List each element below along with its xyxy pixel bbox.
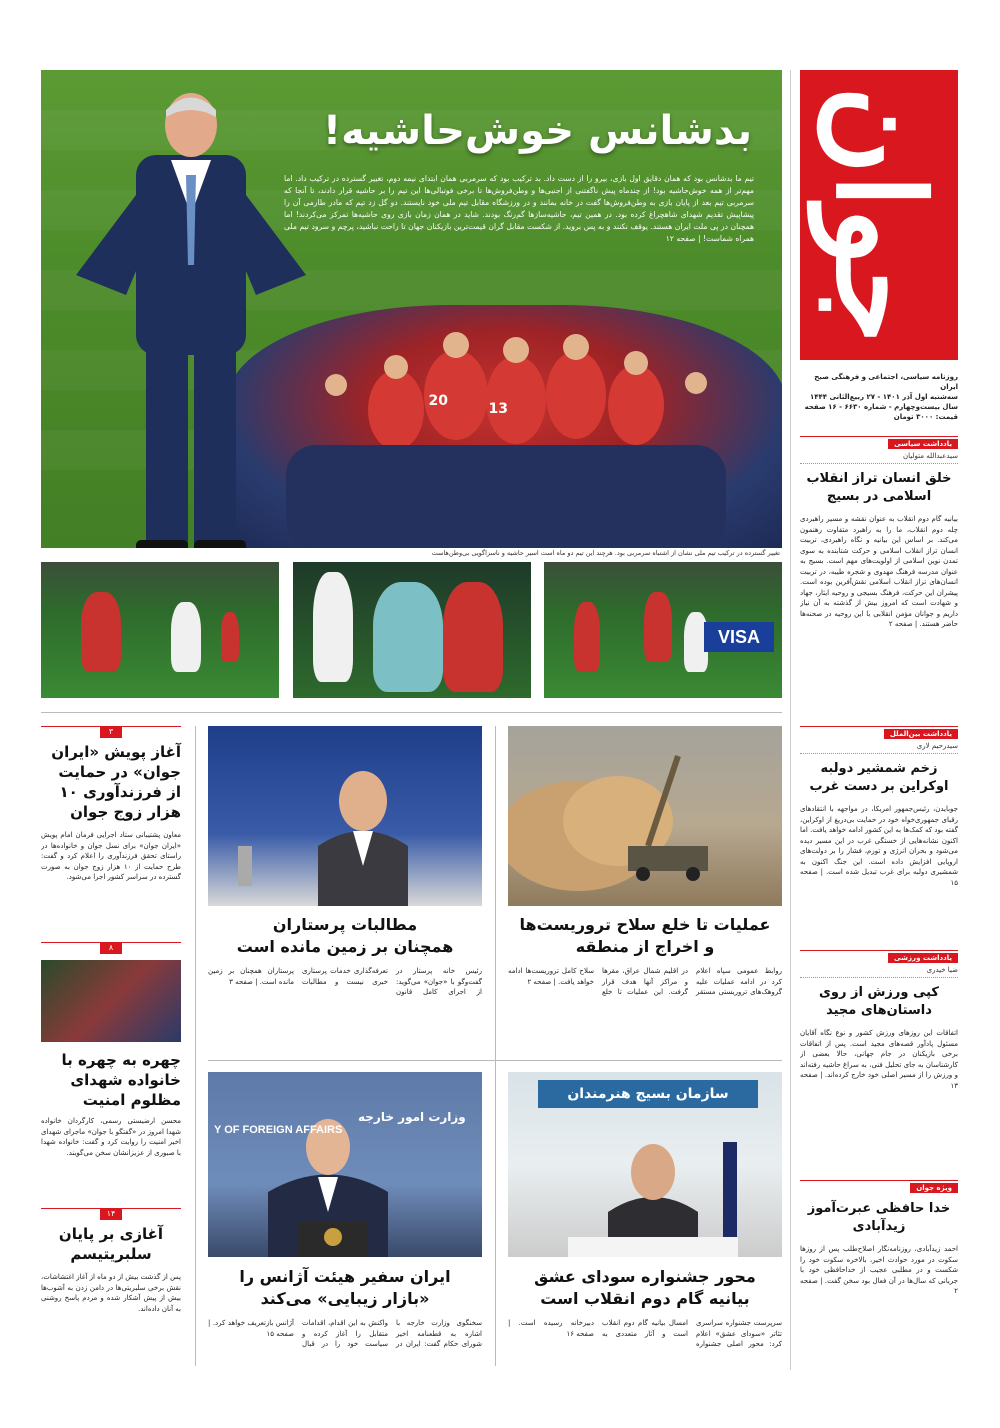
page-badge: ۳ — [100, 726, 122, 738]
note-international — [800, 726, 958, 944]
hero-photo — [41, 70, 782, 548]
note-body: جوبایدن، رئیس‌جمهور امریکا، در مواجهه با انتقادهای رقبای جمهوری‌خواه خود در حمایت بی‌دریغ از اوکراین، گفته بود که کمک‌ها به این کشور ادامه خواهد یافت. اما اکنون نشانه‌هایی از خستگی غرب در این مسیر دیده می‌شود و بحران انرژی و تورم، فشار را بر دولت‌های اروپایی افزایش داده است. این جنگ اکنون به شمشیری دولبه برای غرب تبدیل شده است. | صفحه ۱۵ — [800, 805, 958, 887]
title-line: همچنان بر زمین مانده است — [236, 937, 454, 956]
left-story-1 — [41, 726, 181, 948]
note-body: احمد زیدآبادی، روزنامه‌نگار اصلاح‌طلب پس از روزها سکوت در مورد حوادث اخیر، بالاخره سکوت خود را شکست و در مطلبی عجیب از خداحافظی خود با جریانی که سال‌ها در آن فعال بود سخن گفت. | صفحه ۲ — [800, 1245, 958, 1295]
story-nurses — [208, 914, 482, 1036]
title-line: بیانیه گام دوم انقلاب است — [540, 1289, 750, 1308]
hero-headline: بدشانس خوش‌حاشیه! — [322, 108, 752, 154]
pub-line: روزنامه سیاسی، اجتماعی و فرهنگی صبح ایران — [814, 373, 958, 391]
author: ضیا خیدری — [800, 964, 958, 978]
row-divider — [41, 712, 782, 713]
story-body: سرپرست جشنواره سراسری تئاتر «سودای عشق» اعلام کرد: محور اصلی جشنواره امسال بیانیه گام دوم انقلاب است و آثار متعددی به دبیرخانه رسیده است. | صفحه ۱۶ — [508, 1319, 782, 1348]
martyrs-photo — [41, 960, 181, 1042]
title-line: عملیات تا خلع سلاح تروریست‌ها — [519, 915, 771, 934]
column-divider — [495, 726, 496, 1366]
title-line: مطالبات پرستاران — [272, 915, 418, 934]
story-title[interactable] — [208, 1266, 482, 1310]
note-title[interactable]: کپی ورزش از روی داستان‌های مجید — [818, 985, 939, 1018]
pub-line: سه‌شنبه اول آذر ۱۴۰۱ - ۲۷ ربیع‌الثانی ۱۴۴۴ — [809, 393, 958, 401]
story-title[interactable] — [208, 914, 482, 958]
banner-text: سازمان بسیج هنرمندان — [538, 1080, 758, 1108]
newspaper-logo: جوان — [809, 86, 950, 344]
row-divider — [208, 1060, 782, 1061]
section-tag: یادداشت سیاسی — [888, 439, 958, 449]
pub-line: سال بیست‌وچهارم - شماره ۶۶۳۰ - ۱۶ صفحه — [804, 403, 958, 411]
story-body: رئیس خانه پرستار در گفت‌وگو با «جوان» می‌گوید: از اجرای کامل قانون تعرفه‌گذاری خدمات پرستاری خبری نیست و مطالبات پرستاران همچنان بر زمین مانده است. | صفحه ۳ — [208, 967, 482, 996]
note-body: اتفاقات این روزهای ورزش کشور و نوع نگاه آقایان مسئول پادآور قصه‌های مجید است. پس از اتفاقات برخی بازیکنان در جام جهانی، حالا بعضی از کارشناسان به جای تحلیل فنی، به سراغ حاشیه رفته‌اند و ورزش را از مسیر اصلی خود خارج کرده‌اند. | صفحه ۱۳ — [800, 1029, 958, 1090]
section-tag: ویژه جوان — [910, 1183, 958, 1193]
page-badge: ۸ — [100, 942, 122, 954]
title-line: و اخراج از منطقه — [575, 937, 715, 956]
section-tag: یادداشت ورزشی — [888, 953, 958, 963]
page-badge: ۱۴ — [100, 1208, 122, 1220]
story-title[interactable]: آغاز پویش «ایران جوان» در حمایت از فرزندآوری ۱۰ هزار زوج جوان — [51, 743, 181, 821]
title-line: محور جشنواره سودای عشق — [534, 1267, 756, 1286]
story-body: سخنگوی وزارت خارجه با اشاره به قطعنامه اخیر شورای حکام گفت: ایران در واکنش به این اقدام، اقدامات متقابل را آغاز کرده و سیاست خود را در قبال آژانس بازتعریف خواهد کرد. | صفحه ۱۵ — [208, 1319, 482, 1348]
column-divider — [790, 70, 791, 1370]
note-political — [800, 436, 958, 704]
nurses-official-photo — [208, 726, 482, 906]
author: سیدرحیم لاری — [800, 740, 958, 754]
author: سیدعبدالله متولیان — [800, 450, 958, 464]
svg-text:20: 20 — [428, 393, 448, 409]
note-special — [800, 1180, 958, 1384]
svg-text:13: 13 — [488, 401, 508, 417]
missile-launch-photo — [508, 726, 782, 906]
column-divider — [195, 726, 196, 1366]
story-body: روابط عمومی سپاه اعلام کرد در ادامه عملیات علیه گروهک‌های تروریستی مستقر در اقلیم شمال عراق، مقرها و مراکز آنها هدف قرار گرفت. این عملیات تا خلع سلاح کامل تروریست‌ها ادامه خواهد یافت. | صفحه ۲ — [508, 967, 782, 996]
note-sports — [800, 950, 958, 1178]
coach-cutout — [66, 85, 316, 548]
title-line: ایران سفیر هیئت آژانس را — [239, 1267, 451, 1286]
masthead-logo-block — [800, 70, 958, 360]
section-tag: یادداشت بین‌الملل — [884, 729, 958, 739]
match-photo-3: VISA — [544, 562, 782, 698]
story-body: پس از گذشت بیش از دو ماه از آغاز اغتشاشات، نقش برخی سلبریتی‌ها در دامن زدن به آشوب‌ها بیش از پیش آشکار شده و مردم پاسخ روشنی به آنان داده‌اند. — [41, 1273, 181, 1313]
title-line: «بازار زیبایی» می‌کند — [260, 1289, 430, 1308]
left-story-3 — [41, 1208, 181, 1382]
story-title[interactable] — [508, 914, 782, 958]
story-body: محسن ارضیستی رسمی، کارگردان خانواده شهدا امروز در «گفتگو با جوان» ماجرای شهدای اخیر امنیت را روایت کرد و گفت: خانواده شهدا با صبوری از عزیزانشان سخن می‌گویند. — [41, 1117, 181, 1157]
note-title[interactable]: زخم شمشیر دولبه اوکراین بر دست غرب — [809, 761, 949, 794]
story-title[interactable] — [508, 1266, 782, 1310]
sign-en: Y OF FOREIGN AFFAIRS — [214, 1124, 343, 1136]
story-foreign-ministry — [208, 1266, 482, 1394]
note-body: بیانیه گام دوم انقلاب به عنوان نقشه و مسیر راهبردی چله دوم انقلاب، ما را به راهبرد متفاوت رهنمون می‌کند. بر اساس این بیانیه و نگاه راهبردی، تربیت انسان تراز انقلاب اسلامی و حرکت شتابنده به سوی تمدن نوین اسلامی از اولویت‌های مهم است. بسیج به عنوان مدرسه فرهنگ مهدوی و شجره طیبه، در تربیت انسان‌های تراز انقلاب اسلامی نقش‌آفرین بوده است. پیشران این حرکت، فرهنگ بسیجی و روحیه ایثار، جهاد و شهادت است که امروز بیش از گذشته به آن نیاز داریم و جوانان مؤمن انقلابی با این روحیه در صحنه‌ها حاضر هستند. | صفحه ۲ — [800, 515, 958, 628]
pub-line: قیمت: ۳۰۰۰ تومان — [893, 413, 958, 421]
story-title[interactable]: چهره به چهره با خانواده شهدای مظلوم امنیت — [61, 1051, 181, 1109]
sign-fa: وزارت امور خارجه — [358, 1110, 466, 1124]
hero-caption: تغییر گسترده در ترکیب تیم ملی نشان از اشتباه سرمربی بود. هرچند این تیم دو ماه است اسیر حاشیه و ناسزاگویی بی‌وطن‌هاست — [431, 549, 780, 557]
match-photo-1 — [41, 562, 279, 698]
foreign-ministry-photo — [208, 1072, 482, 1257]
note-title[interactable]: خلق انسان تراز انقلاب اسلامی در بسیج — [806, 471, 952, 504]
story-title[interactable]: آغازی بر پایان سلبریتیسم — [58, 1225, 164, 1263]
left-story-2 — [41, 942, 181, 1212]
story-missile — [508, 914, 782, 1036]
publication-info — [800, 372, 958, 422]
story-festival — [508, 1266, 782, 1394]
hero-lead: تیم ما بدشانس بود که همان دقایق اول بازی، بیرو را از دست داد. بد ترکیب بود که سرمربی همان ابتدای نیمه دوم، تغییر گسترده در ترکیب داد. اما مهم‌تر از همه خوش‌حاشیه بود! از چندماه پیش ناگفتنی از اجنبی‌ها و وطن‌فروش‌ها تا برخی فوتبالی‌ها این تیم را بر حاشیه قرار دادند، تا آنجا که سرمربی تیم بعد از پایان بازی به وطن‌فروش‌ها گفت در خانه بمانند و در ورزشگاه مقابل تیم ملی خود نایستند. دو گل زد تیم که مادر طارمی آن را پیشاپیش تقدیم شهدای شاهچراغ کرده بود. در همین تیم، حاشیه‌سازها گم‌رنگ بودند. شاید در همان زمان بازی روی حاشیه‌ها تمرکز می‌کردند! اما همچنان در پی ملت ایران هستند. یوقف نکنند و به پس بروید. از شکست مقابل گران قیمت‌ترین بازیکنان جهان تا راحت نباشید، پرچم و سرود تیم ملی همراه شماست! | صفحه ۱۲ — [284, 174, 754, 243]
note-title[interactable]: خدا حافظی عبرت‌آموز زیدآبادی — [807, 1201, 951, 1234]
story-body: معاون پشتیبانی ستاد اجرایی فرمان امام پویش «ایران جوان» برای نسل جوان و خانواده‌ها در راستای تحقق فرزندآوری را اعلام کرد و گفت: طرح حمایت از ۱۰ هزار زوج جوان به صورت گسترده در سراسر کشور اجرا می‌شود. — [41, 831, 181, 881]
match-photo-2 — [293, 562, 531, 698]
festival-press-photo — [508, 1072, 782, 1257]
